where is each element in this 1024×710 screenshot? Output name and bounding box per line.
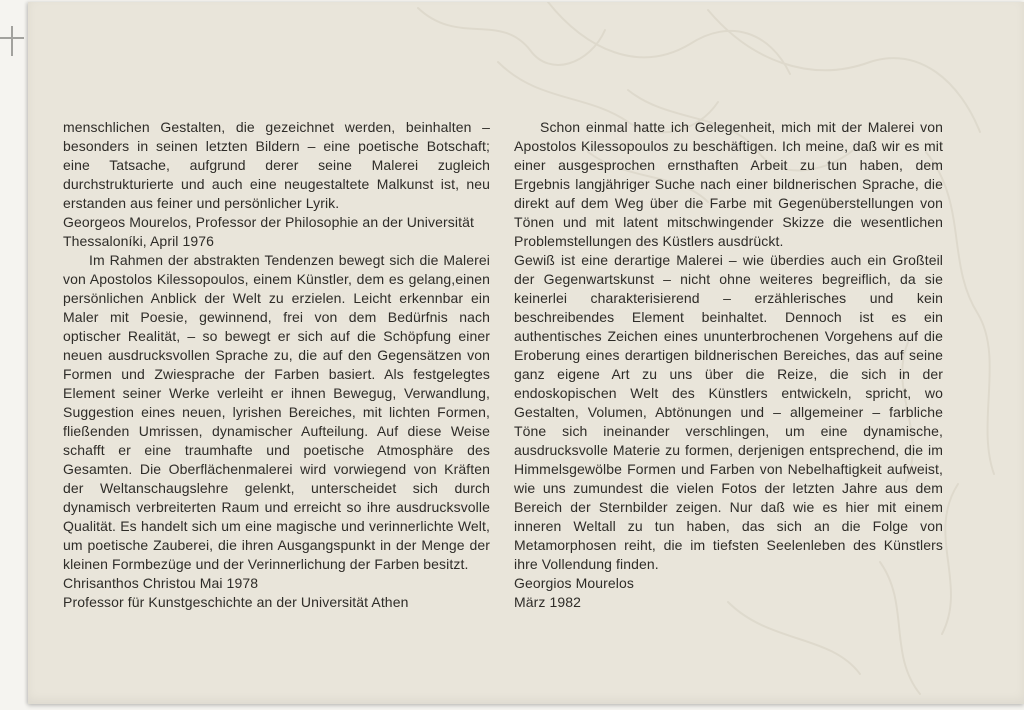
right-attribution-date: März 1982 bbox=[514, 594, 582, 610]
left-paragraph-2: Im Rahmen der abstrakten Tendenzen bewegt sich die Malerei von Apostolos Kilessopoulos, einem Künstler, dem es gelang,einen persönlichen Anblick der Welt zu erzielen. Leicht erkennbar ein Maler mit Poesie, gewinnend, frei von dem Bedürfnis nach optischer Realität, – so bewegt er sich auf die Schöpfung einer neuen ausdrucksvollen Sprache zu, die auf den Gegensätzen von Formen und Zwiesprache der Farben basiert. Als festgelegtes Element seiner Werke verleiht er ihnen Bewegug, Verwandlung, Suggestion eines neuen, lyrishen Bereiches, mit lichten Formen, fließenden Umrissen, dynamischer Aufteilung. Auf diese Weise schafft er eine traumhafte und poetische Atmosphäre des Gesamten. Die Oberflächenmalerei wird vorwiegend von Kräften der Weltanschaugslehre gelenkt, unterscheidet sich durch dynamisch verbreiterten Raum und erreicht so ihre ausdrucksvolle Qualität. Es handelt sich um eine magische und verinnerlichte Welt, um poetische Zauberei, die ihren Ausgangspunkt in der Menge der kleinen Formbezüge und der Verinnerlichung der Farben besitzt. bbox=[63, 252, 490, 572]
left-column bbox=[63, 118, 490, 612]
right-attribution-name: Georgios Mourelos bbox=[514, 575, 634, 591]
right-paragraph-2: Gewiß ist eine derartige Malerei – wie überdies auch ein Großteil der Gegenwartskunst – nicht ohne weiteres begreiflich, da sie keinerlei charakterisierend – erzählerisches und kein beschreibendes Element beinhaltet. Dennoch ist es ein authentisches Zeichen eines ununterbrochenen Vorgehens auf die Eroberung eines derartigen bildnerischen Bereiches, das auf seine ganz eigene Art zu uns über die Reize, die sich in der endoskopischen Welt des Künstlers entwickeln, spricht, wo Gestalten, Volumen, Abtönungen und – allgemeiner – farbliche Töne sich ineinander verschlingen, um eine dynamische, ausdrucksvolle Materie zu formen, derjenigen entsprechend, die im Himmelsgewölbe Formen und Farben von Nebelhaftigkeit aufweist, wie uns zumundest die vielen Fotos der letzten Jahre aus dem Bereich der Sternbilder zeigen. Nur daß wie es hier mit einem inneren Weltall zu tun haben, das sich an die Folge von Metamorphosen reiht, die im tiefsten Seelenleben des Künstlers ihre Vollendung finden. bbox=[514, 252, 943, 572]
registration-mark-vertical bbox=[11, 26, 13, 56]
paper-page bbox=[28, 2, 1024, 704]
right-column bbox=[514, 118, 943, 612]
left-attribution-christou-name: Chrisanthos Christou Mai 1978 bbox=[63, 575, 259, 591]
left-attribution-mourelos-1976: Georgeos Mourelos, Professor der Philosophie an der Universität Thessaloníki, April 1976 bbox=[63, 214, 474, 249]
left-paragraph-1: menschlichen Gestalten, die gezeichnet werden, beinhalten – besonders in seinen letzten Bildern – eine poetische Botschaft; eine Tatsache, aufgrund derer seine Malerei zugleich durchstrukturierte und auch eine neugestaltete Malkunst ist, neu erstanden aus feiner und persönlicher Lyrik. bbox=[63, 119, 490, 211]
left-attribution-christou-title: Professor für Kunstgeschichte an der Universität Athen bbox=[63, 594, 409, 610]
right-paragraph-1: Schon einmal hatte ich Gelegenheit, mich mit der Malerei von Apostolos Kilessopoulos zu beschäftigen. Ich meine, daß wir es mit einer ausgesprochen ernsthaften Arbeit zu tun haben, dem Ergebnis langjähriger Suche nach einer bildnerischen Sprache, die direkt auf dem Weg über die Farbe mit Gegenüberstellungen von Tönen und mit latent mitschwingender Skizze die wesentlichen Problemstellungen des Küstlers ausdrückt. bbox=[514, 119, 943, 249]
